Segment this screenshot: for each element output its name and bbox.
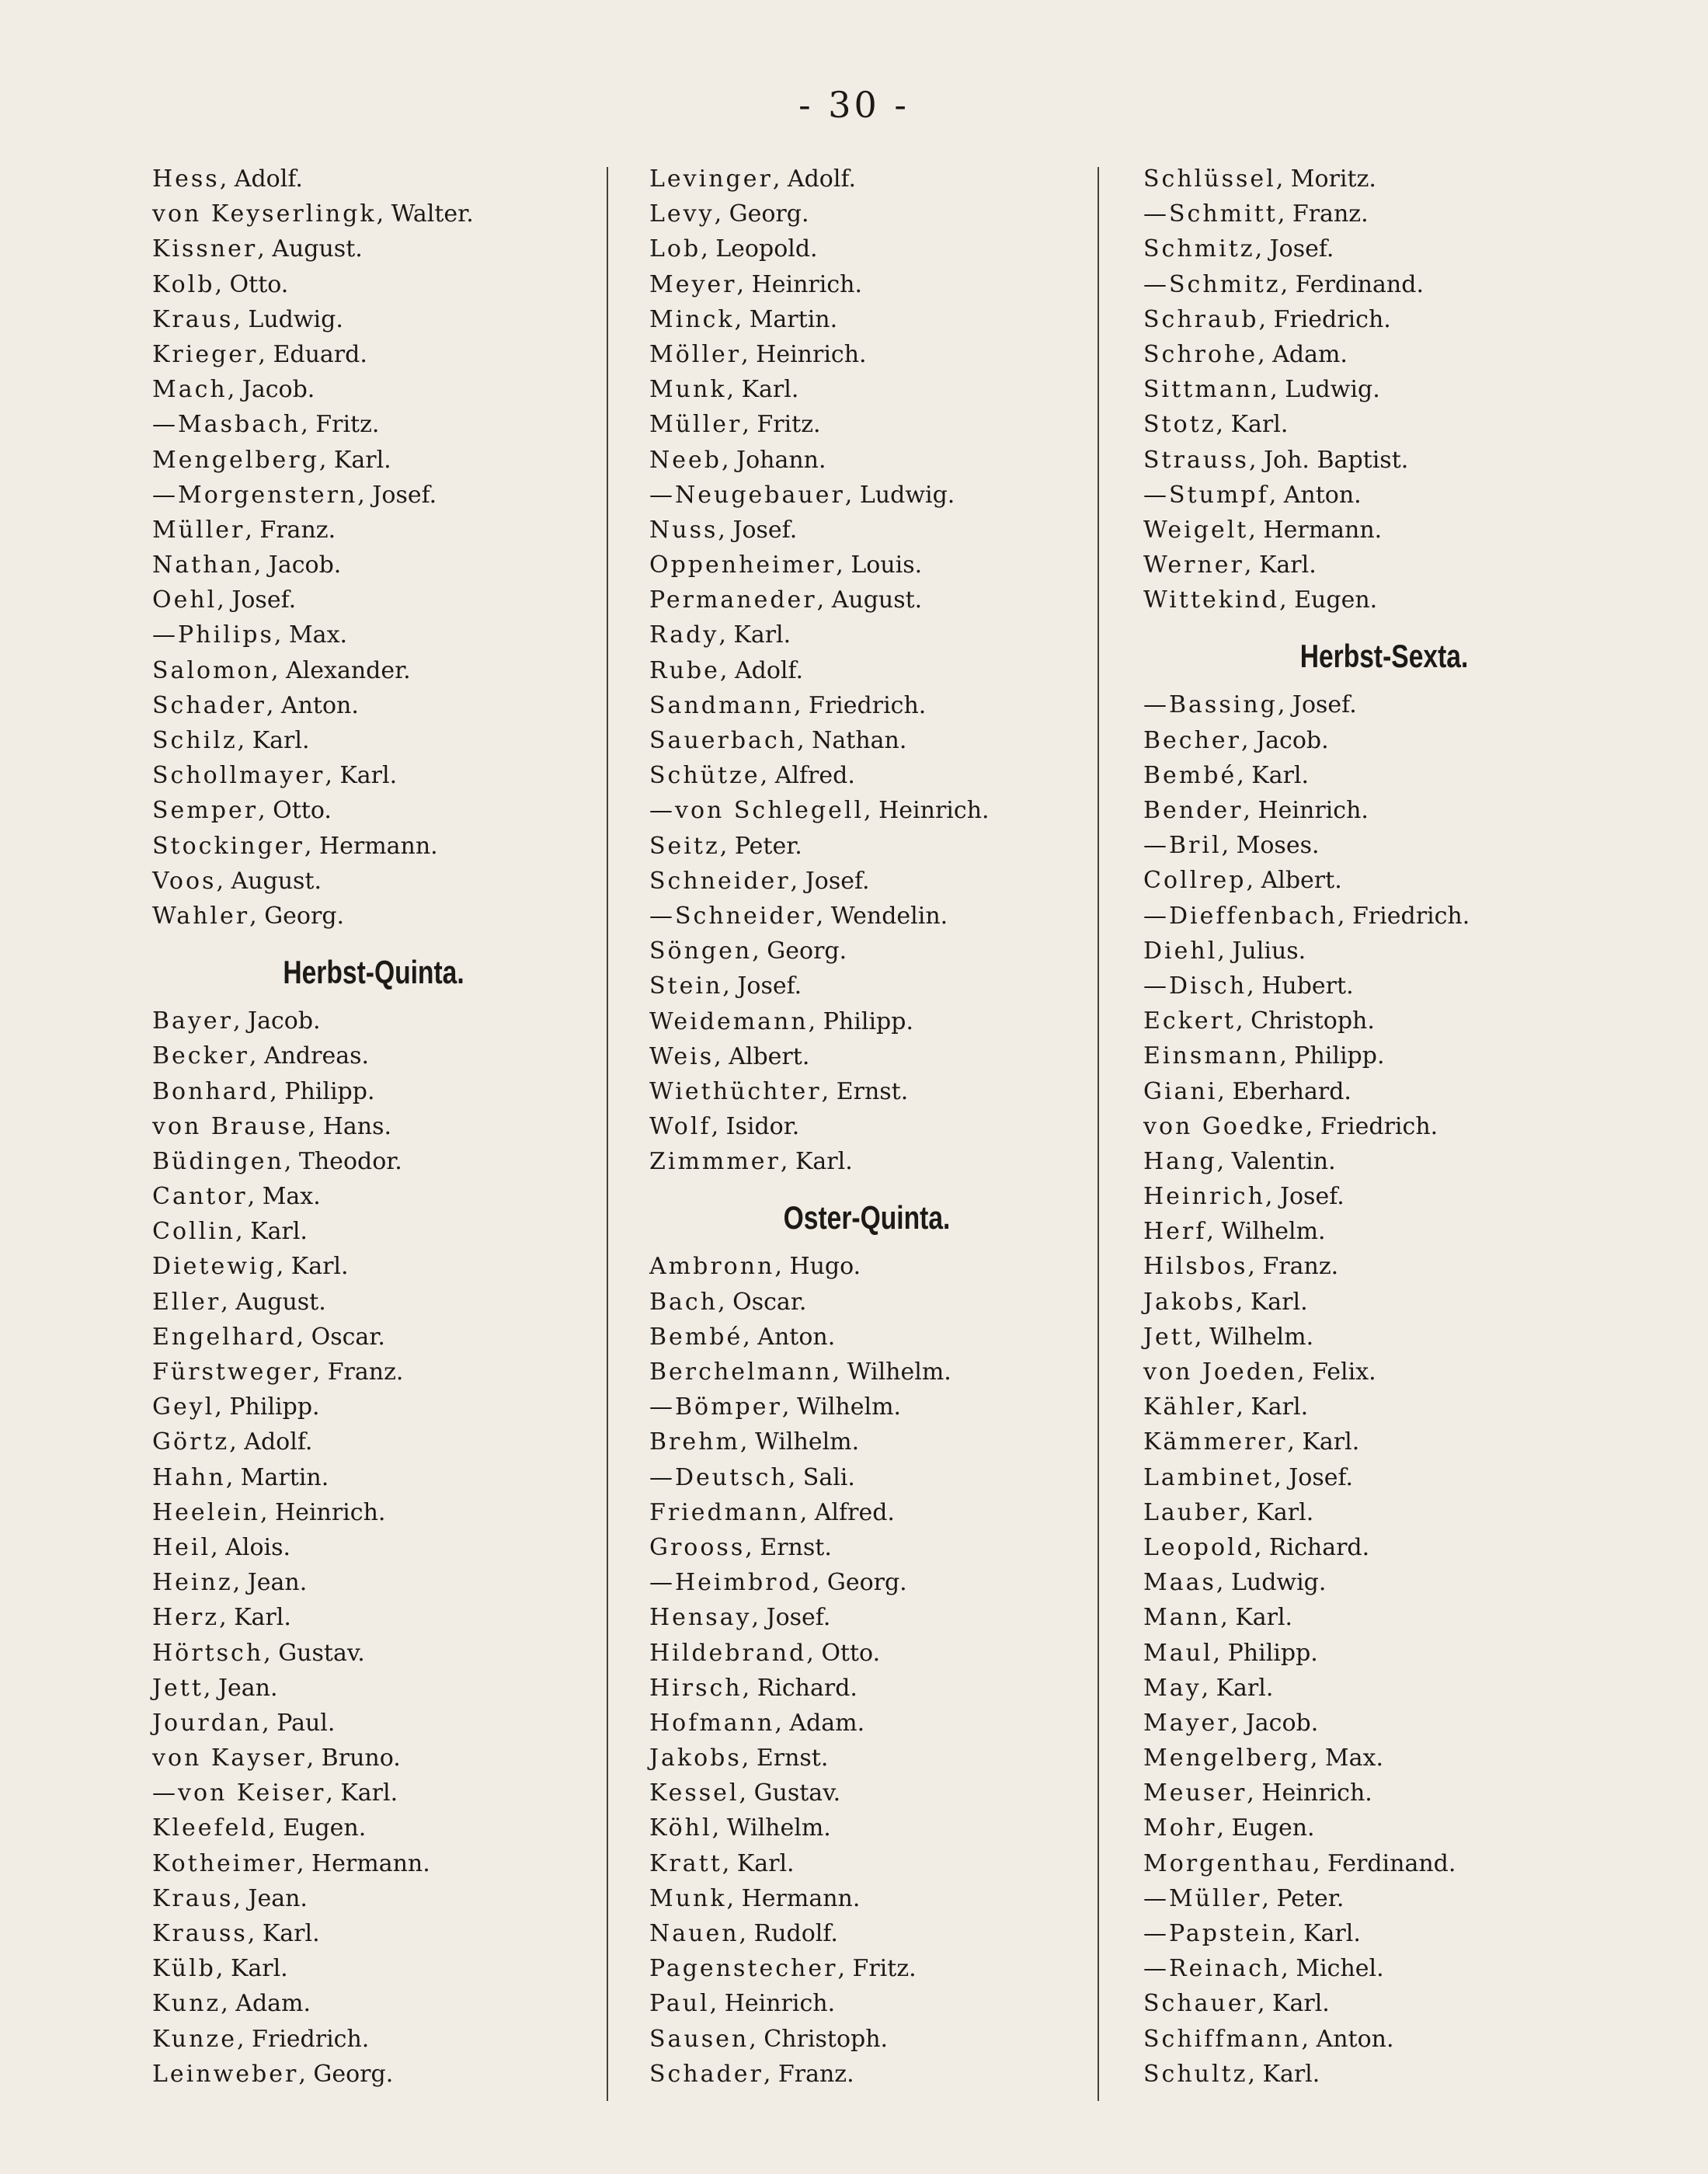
name-entry: Stockinger, Hermann. (152, 832, 438, 860)
name-entry: —Bömper, Wilhelm. (649, 1393, 902, 1421)
name-entry: Heinz, Jean. (152, 1569, 308, 1597)
name-entry: Grooss, Ernst. (649, 1533, 832, 1561)
name-entry: Munk, Hermann. (649, 1884, 861, 1912)
name-entry: Becher, Jacob. (1143, 726, 1329, 754)
name-entry: Mach, Jacob. (152, 376, 315, 404)
name-list (1143, 687, 1625, 2092)
name-entry: Meyer, Heinrich. (649, 270, 863, 298)
name-entry: Köhl, Wilhelm. (649, 1814, 831, 1842)
name-entry: Krieger, Eduard. (152, 340, 367, 368)
name-entry: Weigelt, Hermann. (1143, 516, 1383, 544)
name-entry: —Müller, Peter. (1143, 1884, 1344, 1912)
name-entry: Schauer, Karl. (1143, 1990, 1330, 2018)
name-entry: Hörtsch, Gustav. (152, 1639, 365, 1667)
name-entry: Schiffmann, Anton. (1143, 2025, 1394, 2053)
name-entry: von Keyserlingk, Walter. (152, 200, 474, 228)
name-entry: Schrohe, Adam. (1143, 340, 1348, 368)
name-entry: Sauerbach, Nathan. (649, 727, 907, 754)
name-entry: Oppenheimer, Louis. (649, 551, 923, 579)
name-entry: von Joeden, Felix. (1143, 1358, 1376, 1386)
name-entry: —von Keiser, Karl. (152, 1779, 398, 1807)
name-entry: Ambronn, Hugo. (649, 1253, 861, 1281)
name-entry: Jett, Wilhelm. (1143, 1323, 1314, 1351)
name-entry: Mayer, Jacob. (1143, 1709, 1319, 1737)
name-entry: Wahler, Georg. (152, 902, 345, 930)
name-entry: Möller, Heinrich. (649, 340, 867, 368)
name-entry: —Reinach, Michel. (1143, 1955, 1384, 1983)
name-entry: Schollmayer, Karl. (152, 762, 398, 790)
name-entry: Maul, Philipp. (1143, 1639, 1318, 1667)
name-entry: Söngen, Georg. (649, 937, 847, 965)
name-entry: Krauss, Karl. (152, 1920, 320, 1947)
name-entry: —Philips, Max. (152, 621, 348, 649)
name-list (1143, 162, 1625, 617)
name-entry: Seitz, Peter. (649, 832, 802, 860)
section-heading: Oster-Quinta. (783, 1199, 951, 1237)
name-entry: Friedmann, Alfred. (649, 1498, 895, 1526)
name-entry: Sittmann, Ludwig. (1143, 376, 1380, 404)
name-entry: Wittekind, Eugen. (1143, 586, 1378, 614)
page-number: - 30 - (798, 84, 910, 126)
name-entry: Oehl, Josef. (152, 586, 297, 614)
name-entry: Strauss, Joh. Baptist. (1143, 446, 1409, 474)
name-entry: Schader, Franz. (649, 2060, 854, 2088)
name-entry: Collin, Karl. (152, 1218, 308, 1246)
name-entry: Kotheimer, Hermann. (152, 1849, 430, 1877)
name-entry: —Disch, Hubert. (1143, 972, 1354, 1000)
column-divider (1098, 167, 1099, 2101)
name-entry: Heil, Alois. (152, 1533, 291, 1561)
name-entry: Permaneder, August. (649, 586, 923, 614)
name-entry: Engelhard, Oscar. (152, 1323, 385, 1351)
name-entry: Diehl, Julius. (1143, 937, 1306, 965)
name-entry: Schütze, Alfred. (649, 762, 855, 790)
name-entry: Nauen, Rudolf. (649, 1920, 838, 1947)
name-entry: Schraub, Friedrich. (1143, 305, 1391, 333)
name-entry: Jakobs, Karl. (1143, 1288, 1308, 1316)
name-entry: Külb, Karl. (152, 1955, 288, 1983)
name-entry: Paul, Heinrich. (649, 1990, 836, 2018)
name-entry: Müller, Franz. (152, 516, 336, 544)
name-entry: Leopold, Richard. (1143, 1533, 1370, 1561)
name-entry: Kratt, Karl. (649, 1849, 795, 1877)
name-entry: —Neugebauer, Ludwig. (649, 481, 955, 509)
name-entry: Stein, Josef. (649, 972, 802, 1000)
name-entry: Weidemann, Philipp. (649, 1007, 913, 1035)
name-entry: Weis, Albert. (649, 1042, 810, 1070)
name-entry: von Goedke, Friedrich. (1143, 1112, 1438, 1140)
name-entry: Hofmann, Adam. (649, 1709, 865, 1737)
name-entry: Werner, Karl. (1143, 551, 1317, 579)
name-entry: Collrep, Albert. (1143, 867, 1342, 895)
name-entry: Kleefeld, Eugen. (152, 1814, 367, 1842)
name-entry: —Stumpf, Anton. (1143, 481, 1362, 509)
name-entry: Bembé, Anton. (649, 1323, 836, 1351)
name-entry: Munk, Karl. (649, 376, 799, 404)
name-entry: Schneider, Josef. (649, 867, 870, 895)
name-entry: Hildebrand, Otto. (649, 1639, 881, 1667)
name-entry: Zimmmer, Karl. (649, 1148, 853, 1176)
name-entry: Sandmann, Friedrich. (649, 691, 927, 719)
name-entry: Rube, Adolf. (649, 656, 804, 684)
name-entry: —von Schlegell, Heinrich. (649, 797, 990, 825)
name-entry: Minck, Martin. (649, 305, 838, 333)
name-entry: Hirsch, Richard. (649, 1674, 857, 1702)
name-entry: Kolb, Otto. (152, 270, 289, 298)
name-entry: Kissner, August. (152, 235, 363, 263)
name-entry: Bayer, Jacob. (152, 1007, 321, 1035)
name-entry: —Schmitt, Franz. (1143, 200, 1369, 228)
name-entry: Müller, Fritz. (649, 411, 821, 439)
name-entry: Brehm, Wilhelm. (649, 1428, 860, 1456)
name-list (649, 1249, 1084, 2092)
name-entry: Salomon, Alexander. (152, 656, 411, 684)
name-entry: Hang, Valentin. (1143, 1147, 1336, 1175)
name-entry: Levinger, Adolf. (649, 165, 857, 193)
name-entry: Mann, Karl. (1143, 1604, 1293, 1632)
name-entry: Kessel, Gustav. (649, 1779, 841, 1807)
name-entry: Kraus, Ludwig. (152, 305, 343, 333)
name-entry: Schmitz, Josef. (1143, 235, 1334, 263)
name-entry: —Bril, Moses. (1143, 832, 1320, 860)
name-entry: Giani, Eberhard. (1143, 1077, 1351, 1105)
name-entry: Bach, Oscar. (649, 1288, 807, 1316)
name-entry: Kämmerer, Karl. (1143, 1428, 1360, 1456)
name-entry: Eckert, Christoph. (1143, 1007, 1375, 1035)
name-entry: Mengelberg, Karl. (152, 446, 391, 474)
name-entry: Heinrich, Josef. (1143, 1183, 1344, 1211)
name-list (152, 162, 595, 934)
name-entry: Mengelberg, Max. (1143, 1744, 1383, 1772)
name-entry: Herf, Wilhelm. (1143, 1218, 1326, 1246)
name-entry: Hensay, Josef. (649, 1604, 831, 1632)
name-entry: von Kayser, Bruno. (152, 1744, 401, 1772)
name-entry: Lob, Leopold. (649, 235, 818, 263)
name-entry: Görtz, Adolf. (152, 1428, 313, 1456)
name-entry: Neeb, Johann. (649, 446, 826, 474)
name-entry: Berchelmann, Wilhelm. (649, 1358, 951, 1386)
name-entry: May, Karl. (1143, 1674, 1274, 1702)
name-entry: Hahn, Martin. (152, 1463, 329, 1491)
name-entry: Kunze, Friedrich. (152, 2025, 370, 2053)
name-entry: —Papstein, Karl. (1143, 1920, 1361, 1947)
name-entry: Cantor, Max. (152, 1183, 321, 1211)
name-entry: Wolf, Isidor. (649, 1113, 800, 1141)
name-entry: Fürstweger, Franz. (152, 1358, 404, 1386)
name-entry: —Morgenstern, Josef. (152, 481, 437, 509)
name-entry: Einsmann, Philipp. (1143, 1042, 1385, 1070)
name-entry: Schilz, Karl. (152, 727, 310, 754)
name-entry: Geyl, Philipp. (152, 1393, 320, 1421)
name-entry: Stotz, Karl. (1143, 411, 1289, 439)
name-entry: Becker, Andreas. (152, 1042, 370, 1070)
name-entry: Leinweber, Georg. (152, 2060, 394, 2088)
name-entry: Voos, August. (152, 867, 322, 895)
name-entry: Jakobs, Ernst. (649, 1744, 829, 1772)
name-entry: Schlüssel, Moritz. (1143, 165, 1376, 193)
name-list (152, 1004, 595, 2092)
name-entry: Hilsbos, Franz. (1143, 1253, 1339, 1281)
name-entry: Schader, Anton. (152, 691, 359, 719)
column-3 (1143, 162, 1625, 2092)
name-entry: Eller, August. (152, 1288, 326, 1316)
name-entry: —Schneider, Wendelin. (649, 902, 948, 930)
name-entry: Semper, Otto. (152, 797, 332, 825)
column-divider (607, 167, 608, 2101)
section-heading: Herbst-Sexta. (1299, 638, 1469, 675)
name-entry: —Deutsch, Sali. (649, 1463, 855, 1491)
column-2 (649, 162, 1084, 2092)
name-entry: Lauber, Karl. (1143, 1498, 1314, 1526)
section-heading: Herbst-Quinta. (283, 954, 464, 991)
name-entry: —Schmitz, Ferdinand. (1143, 270, 1424, 298)
name-entry: Morgenthau, Ferdinand. (1143, 1849, 1456, 1877)
name-entry: von Brause, Hans. (152, 1112, 391, 1140)
name-entry: —Heimbrod, Georg. (649, 1569, 907, 1597)
name-entry: —Bassing, Josef. (1143, 691, 1357, 719)
name-entry: Maas, Ludwig. (1143, 1569, 1327, 1597)
name-entry: Jett, Jean. (152, 1674, 278, 1702)
name-entry: Herz, Karl. (152, 1604, 291, 1632)
name-entry: Dietewig, Karl. (152, 1253, 349, 1281)
name-entry: —Dieffenbach, Friedrich. (1143, 902, 1470, 930)
name-entry: Bembé, Karl. (1143, 761, 1310, 789)
column-1 (152, 162, 595, 2092)
name-entry: —Masbach, Fritz. (152, 411, 380, 439)
name-entry: Schultz, Karl. (1143, 2060, 1320, 2088)
name-entry: Rady, Karl. (649, 621, 791, 649)
name-entry: Lambinet, Josef. (1143, 1463, 1354, 1491)
name-entry: Bonhard, Philipp. (152, 1077, 375, 1105)
name-entry: Pagenstecher, Fritz. (649, 1955, 917, 1983)
name-entry: Sausen, Christoph. (649, 2025, 889, 2053)
name-entry: Nuss, Josef. (649, 516, 798, 544)
name-entry: Nathan, Jacob. (152, 551, 342, 579)
name-list (649, 162, 1084, 1179)
name-entry: Bender, Heinrich. (1143, 797, 1369, 824)
name-entry: Kähler, Karl. (1143, 1393, 1309, 1421)
name-entry: Jourdan, Paul. (152, 1709, 336, 1737)
name-entry: Kunz, Adam. (152, 1990, 311, 2018)
name-entry: Heelein, Heinrich. (152, 1498, 386, 1526)
name-entry: Kraus, Jean. (152, 1884, 308, 1912)
name-entry: Mohr, Eugen. (1143, 1814, 1315, 1842)
name-entry: Meuser, Heinrich. (1143, 1779, 1372, 1807)
name-entry: Wiethüchter, Ernst. (649, 1077, 909, 1105)
name-entry: Levy, Georg. (649, 200, 809, 228)
name-entry: Hess, Adolf. (152, 165, 303, 193)
name-entry: Büdingen, Theodor. (152, 1147, 402, 1175)
